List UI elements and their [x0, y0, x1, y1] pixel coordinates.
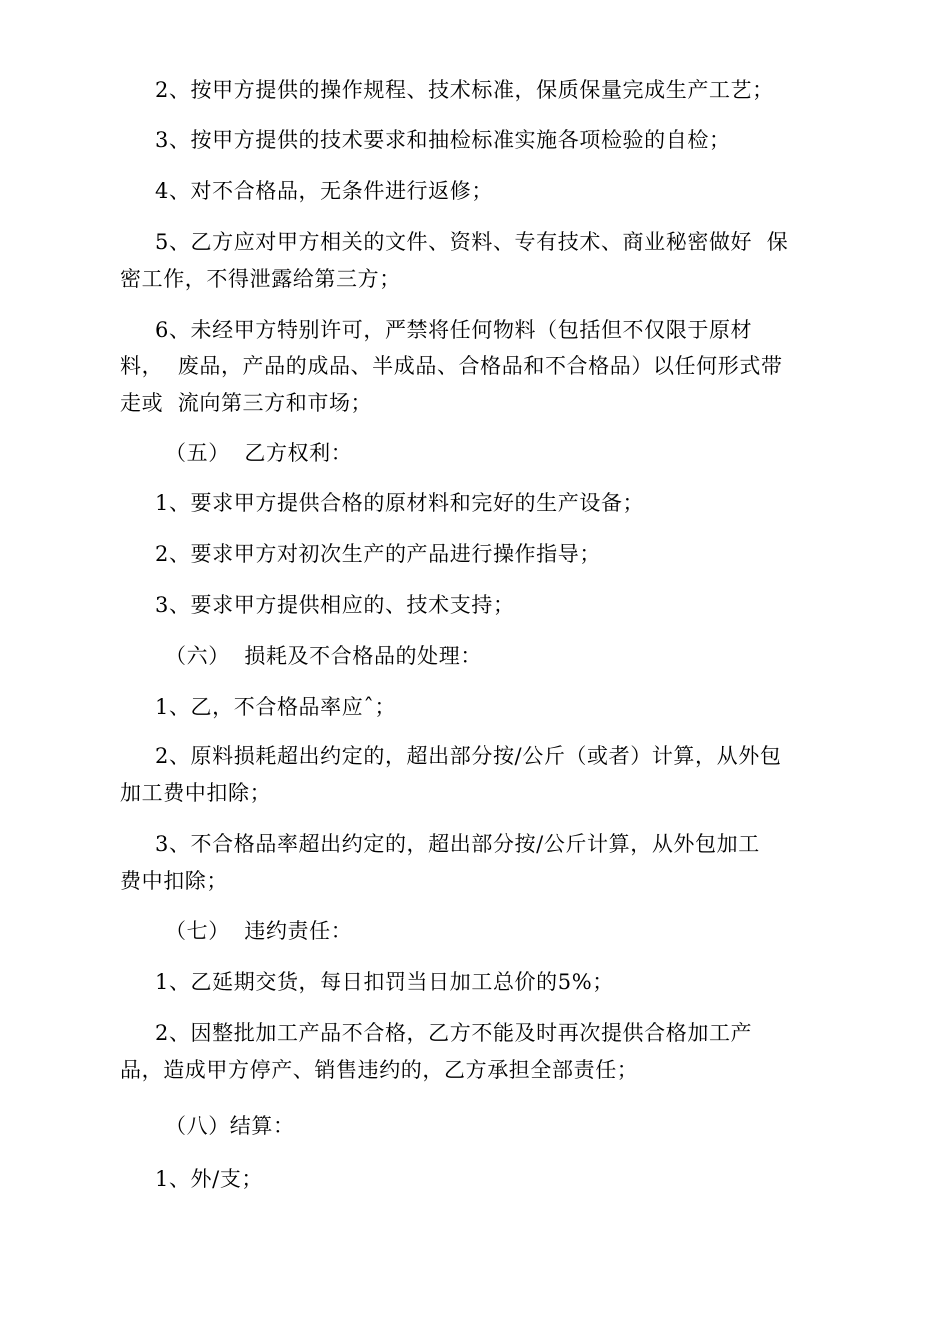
section-heading: （七） 违约责任：: [165, 919, 353, 943]
clause-line: 3、不合格品率超出约定的，超出部分按/公斤计算，从外包加工: [155, 832, 760, 856]
clause-line-continued: 走或 流向第三方和市场；: [120, 391, 373, 415]
clause-line-continued: 密工作，不得泄露给第三方；: [120, 267, 401, 291]
clause-line: 6、未经甲方特别许可，严禁将任何物料（包括但不仅限于原材: [155, 318, 753, 342]
clause-line-continued: 费中扣除；: [120, 869, 228, 893]
section-heading: （六） 损耗及不合格品的处理：: [165, 644, 482, 668]
clause-line: 2、按甲方提供的操作规程、技术标准，保质保量完成生产工艺；: [155, 78, 774, 102]
section-heading: （五） 乙方权利：: [165, 441, 353, 465]
clause-line: 1、外/支；: [155, 1167, 264, 1191]
clause-line: 4、对不合格品，无条件进行返修；: [155, 179, 493, 203]
clause-line: 2、要求甲方对初次生产的产品进行操作指导；: [155, 542, 601, 566]
clause-line-continued: 加工费中扣除；: [120, 781, 272, 805]
clause-line: 5、乙方应对甲方相关的文件、资料、专有技术、商业秘密做好 保: [155, 230, 789, 254]
clause-line-continued: 料， 废品，产品的成品、半成品、合格品和不合格品）以任何形式带: [120, 354, 783, 378]
clause-line: 1、乙，不合格品率应ˆ；: [155, 695, 397, 719]
clause-line: 2、原料损耗超出约定的，超出部分按/公斤（或者）计算，从外包: [155, 744, 782, 768]
clause-line: 3、按甲方提供的技术要求和抽检标准实施各项检验的自检；: [155, 128, 731, 152]
clause-line: 1、要求甲方提供合格的原材料和完好的生产设备；: [155, 491, 645, 515]
clause-line: 2、因整批加工产品不合格，乙方不能及时再次提供合格加工产: [155, 1021, 753, 1045]
section-heading: （八）结算：: [165, 1114, 295, 1138]
clause-line: 1、乙延期交货，每日扣罚当日加工总价的5%；: [155, 970, 614, 994]
clause-line: 3、要求甲方提供相应的、技术支持；: [155, 593, 515, 617]
clause-line-continued: 品，造成甲方停产、销售违约的，乙方承担全部责任；: [120, 1058, 639, 1082]
